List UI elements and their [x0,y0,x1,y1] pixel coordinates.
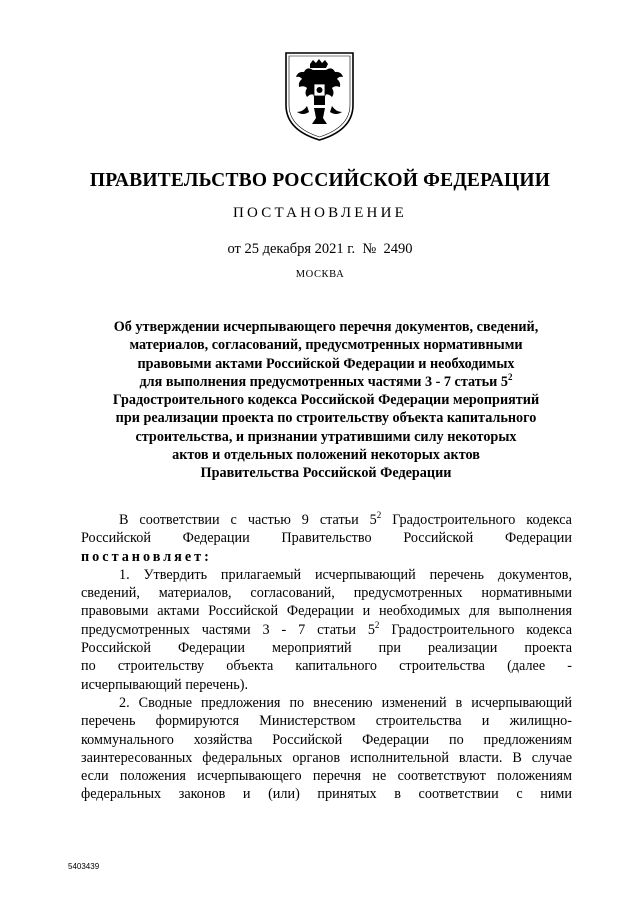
body-text: Градостроительного кодекса [381,512,572,528]
subject-line: Об утверждении исчерпывающего перечня документов, сведений, [113,319,539,335]
subject-line: строительства, и признании утратившими силу некоторых [135,428,517,445]
body-line: если положения исчерпывающего перечня не соответствуют положениям [81,768,572,785]
state-emblem-icon [283,50,356,143]
body-line: исчерпывающий перечень). [81,676,249,693]
subject-line [88,373,564,391]
government-title: ПРАВИТЕЛЬСТВО РОССИЙСКОЙ ФЕДЕРАЦИИ [89,170,551,191]
subject-line: материалов, согласований, предусмотренных нормативными [129,337,523,354]
body-text: Градостроительного кодекса [379,621,572,638]
subject-line: при реализации проекта по строительству объекта капитального [115,410,537,427]
superscript: 2 [374,619,380,630]
superscript: 2 [508,371,513,382]
document-type: ПОСТАНОВЛЕНИЕ [233,205,407,221]
subject-line: Градостроительного кодекса Российской Федерации мероприятий [112,392,540,409]
subject-line: актов и отдельных положений некоторых актов [172,447,480,464]
body-line: по строительству объекта капитального строительства (далее - [81,658,572,675]
subject-line: правовыми актами Российской Федерации и необходимых [137,355,515,372]
body-text: предусмотренных частями 3 - 7 статьи 5 [81,621,375,638]
document-body [81,511,572,804]
subject-line-text: для выполнения предусмотренных частями 3 - 7 статьи 5 [139,373,508,390]
preamble [81,511,572,566]
decree-word: постановляет: [81,548,212,565]
document-city: МОСКВА [295,269,345,280]
paragraph-1 [81,566,572,694]
body-line: Российской Федерации мероприятий при реализации проекта [81,640,572,657]
body-line: сведений, материалов, согласований, предусмотренных нормативными [81,585,572,602]
body-line: заинтересованных федеральных органов исполнительной власти. В случае [81,749,572,766]
body-line [81,511,572,529]
document-date-number: от 25 декабря 2021 г. № 2490 [227,241,413,257]
superscript: 2 [376,510,382,520]
paragraph-2 [81,694,572,804]
body-text: В соответствии с частью 9 статьи 5 [119,512,377,528]
body-line: федеральных законов и (или) принятых в соответствии с ними [81,786,572,803]
body-line: 1. Утвердить прилагаемый исчерпывающий перечень документов, [119,566,572,583]
body-line: Российской Федерации Правительство Российской Федерации [81,530,572,547]
body-line: перечень формируются Министерством строительства и жилищно- [81,713,572,730]
document-code: 5403439 [68,862,100,871]
body-line: коммунального хозяйства Российской Федерации по предложениям [81,731,572,748]
body-line [81,621,572,639]
subject-line: Правительства Российской Федерации [200,465,452,482]
body-line: 2. Сводные предложения по внесению изменений в исчерпывающий [119,694,572,711]
document-subject [88,318,564,483]
body-line: правовыми актами Российской Федерации и необходимых для выполнения [81,603,572,620]
